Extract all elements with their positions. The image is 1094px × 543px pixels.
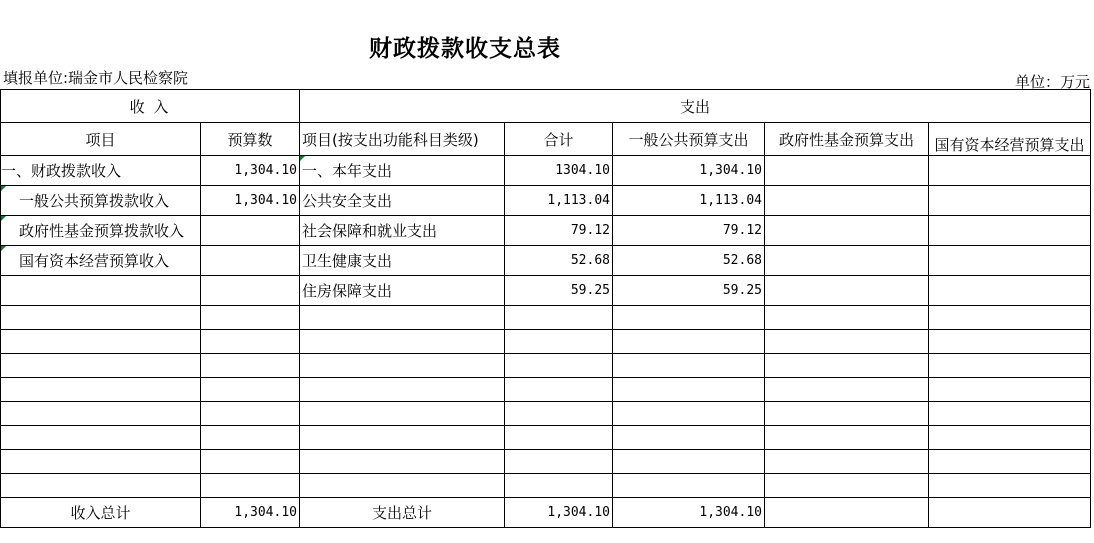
empty-cell[interactable]	[505, 474, 613, 498]
empty-cell[interactable]	[613, 402, 765, 426]
income-amount-cell[interactable]: 1,304.10	[201, 186, 300, 216]
total-header[interactable]: 合计	[505, 123, 613, 156]
income-total-label[interactable]: 收入总计	[1, 498, 201, 528]
income-item-cell[interactable]	[1, 276, 201, 306]
gov-fund-total-cell[interactable]	[765, 498, 929, 528]
empty-row	[1, 306, 1091, 330]
empty-cell[interactable]	[505, 426, 613, 450]
empty-cell[interactable]	[929, 402, 1091, 426]
income-total-amount[interactable]: 1,304.10	[201, 498, 300, 528]
empty-cell[interactable]	[765, 450, 929, 474]
reporting-unit: 填报单位:瑞金市人民检察院	[3, 69, 189, 87]
income-amount-cell[interactable]: 1,304.10	[201, 156, 300, 186]
empty-cell[interactable]	[300, 474, 505, 498]
empty-cell[interactable]	[1, 402, 201, 426]
expense-total-cell[interactable]: 1,304.10	[505, 498, 613, 528]
empty-cell[interactable]	[929, 378, 1091, 402]
expense-item-cell[interactable]: 一、本年支出	[300, 156, 505, 186]
empty-cell[interactable]	[765, 474, 929, 498]
expense-item-cell[interactable]: 公共安全支出	[300, 186, 505, 216]
general-budget-cell[interactable]: 1,113.04	[613, 186, 765, 216]
expense-total-label[interactable]: 支出总计	[300, 498, 505, 528]
empty-cell[interactable]	[505, 354, 613, 378]
empty-cell[interactable]	[765, 330, 929, 354]
empty-cell[interactable]	[505, 330, 613, 354]
header-row-1	[1, 90, 1091, 123]
state-capital-cell[interactable]	[929, 156, 1091, 186]
empty-cell[interactable]	[613, 330, 765, 354]
empty-row	[1, 474, 1091, 498]
empty-cell[interactable]	[1, 354, 201, 378]
empty-row	[1, 402, 1091, 426]
empty-row	[1, 378, 1091, 402]
empty-cell[interactable]	[613, 306, 765, 330]
income-amount-cell[interactable]	[201, 276, 300, 306]
state-capital-header[interactable]: 国有资本经营预算支出	[929, 123, 1091, 156]
empty-cell[interactable]	[1, 306, 201, 330]
expense-item-cell[interactable]: 住房保障支出	[300, 276, 505, 306]
state-capital-total-cell[interactable]	[929, 498, 1091, 528]
gov-fund-cell[interactable]	[765, 276, 929, 306]
general-budget-cell[interactable]: 52.68	[613, 246, 765, 276]
gov-fund-header[interactable]: 政府性基金预算支出	[765, 123, 929, 156]
currency-unit: 单位：万元	[1014, 73, 1090, 91]
empty-cell[interactable]	[613, 426, 765, 450]
empty-cell[interactable]	[613, 474, 765, 498]
empty-cell[interactable]	[1, 330, 201, 354]
budget-amount-header[interactable]: 预算数	[201, 123, 300, 156]
income-amount-cell[interactable]	[201, 216, 300, 246]
empty-cell[interactable]	[929, 330, 1091, 354]
general-budget-cell[interactable]: 1,304.10	[613, 156, 765, 186]
empty-cell[interactable]	[201, 426, 300, 450]
empty-cell[interactable]	[505, 378, 613, 402]
empty-cell[interactable]	[613, 450, 765, 474]
general-budget-cell[interactable]: 59.25	[613, 276, 765, 306]
empty-cell[interactable]	[201, 402, 300, 426]
empty-cell[interactable]	[1, 378, 201, 402]
total-cell[interactable]: 1,113.04	[505, 186, 613, 216]
empty-cell[interactable]	[1, 426, 201, 450]
empty-cell[interactable]	[1, 474, 201, 498]
income-item-cell[interactable]: 一般公共预算拨款收入	[1, 186, 201, 216]
empty-cell[interactable]	[765, 354, 929, 378]
empty-cell[interactable]	[201, 378, 300, 402]
empty-cell[interactable]	[300, 330, 505, 354]
income-item-cell[interactable]: 国有资本经营预算收入	[1, 246, 201, 276]
empty-cell[interactable]	[201, 354, 300, 378]
income-item-header[interactable]: 项目	[1, 123, 201, 156]
empty-row	[1, 330, 1091, 354]
header-row-2	[1, 123, 1091, 156]
table-row	[1, 246, 1091, 276]
empty-cell[interactable]	[929, 450, 1091, 474]
empty-cell[interactable]	[505, 450, 613, 474]
empty-cell[interactable]	[765, 426, 929, 450]
expense-item-cell[interactable]: 社会保障和就业支出	[300, 216, 505, 246]
empty-row	[1, 450, 1091, 474]
empty-cell[interactable]	[201, 330, 300, 354]
general-budget-total-cell[interactable]: 1,304.10	[613, 498, 765, 528]
empty-cell[interactable]	[300, 450, 505, 474]
empty-cell[interactable]	[300, 402, 505, 426]
income-header[interactable]: 收 入	[1, 90, 300, 123]
expense-item-cell[interactable]: 卫生健康支出	[300, 246, 505, 276]
gov-fund-cell[interactable]	[765, 156, 929, 186]
empty-cell[interactable]	[1, 450, 201, 474]
table-row	[1, 276, 1091, 306]
gov-fund-cell[interactable]	[765, 246, 929, 276]
fiscal-summary-table	[0, 89, 1091, 528]
empty-cell[interactable]	[613, 354, 765, 378]
empty-cell[interactable]	[300, 426, 505, 450]
income-item-cell[interactable]: 政府性基金预算拨款收入	[1, 216, 201, 246]
general-budget-header[interactable]: 一般公共预算支出	[613, 123, 765, 156]
gov-fund-cell[interactable]	[765, 216, 929, 246]
total-cell[interactable]: 1304.10	[505, 156, 613, 186]
state-capital-cell[interactable]	[929, 276, 1091, 306]
empty-cell[interactable]	[613, 378, 765, 402]
empty-cell[interactable]	[505, 402, 613, 426]
total-cell[interactable]: 79.12	[505, 216, 613, 246]
general-budget-cell[interactable]: 79.12	[613, 216, 765, 246]
empty-cell[interactable]	[300, 306, 505, 330]
empty-cell[interactable]	[765, 378, 929, 402]
state-capital-cell[interactable]	[929, 186, 1091, 216]
empty-cell[interactable]	[765, 402, 929, 426]
empty-cell[interactable]	[929, 426, 1091, 450]
totals-row	[1, 498, 1091, 528]
table-row	[1, 216, 1091, 246]
gov-fund-cell[interactable]	[765, 186, 929, 216]
empty-cell[interactable]	[201, 306, 300, 330]
empty-cell[interactable]	[929, 474, 1091, 498]
state-capital-cell[interactable]	[929, 216, 1091, 246]
empty-cell[interactable]	[300, 378, 505, 402]
table-row	[1, 156, 1091, 186]
income-amount-cell[interactable]	[201, 246, 300, 276]
expense-header[interactable]: 支出	[300, 90, 1091, 123]
state-capital-cell[interactable]	[929, 246, 1091, 276]
empty-row	[1, 354, 1091, 378]
expense-item-header[interactable]: 项目(按支出功能科目类级)	[300, 123, 505, 156]
empty-cell[interactable]	[929, 354, 1091, 378]
page-title: 财政拨款收支总表	[369, 35, 561, 62]
empty-row	[1, 426, 1091, 450]
total-cell[interactable]: 52.68	[505, 246, 613, 276]
empty-cell[interactable]	[201, 474, 300, 498]
table-row	[1, 186, 1091, 216]
empty-cell[interactable]	[300, 354, 505, 378]
income-item-cell[interactable]: 一、财政拨款收入	[1, 156, 201, 186]
empty-cell[interactable]	[929, 306, 1091, 330]
total-cell[interactable]: 59.25	[505, 276, 613, 306]
empty-cell[interactable]	[201, 450, 300, 474]
empty-cell[interactable]	[505, 306, 613, 330]
empty-cell[interactable]	[765, 306, 929, 330]
